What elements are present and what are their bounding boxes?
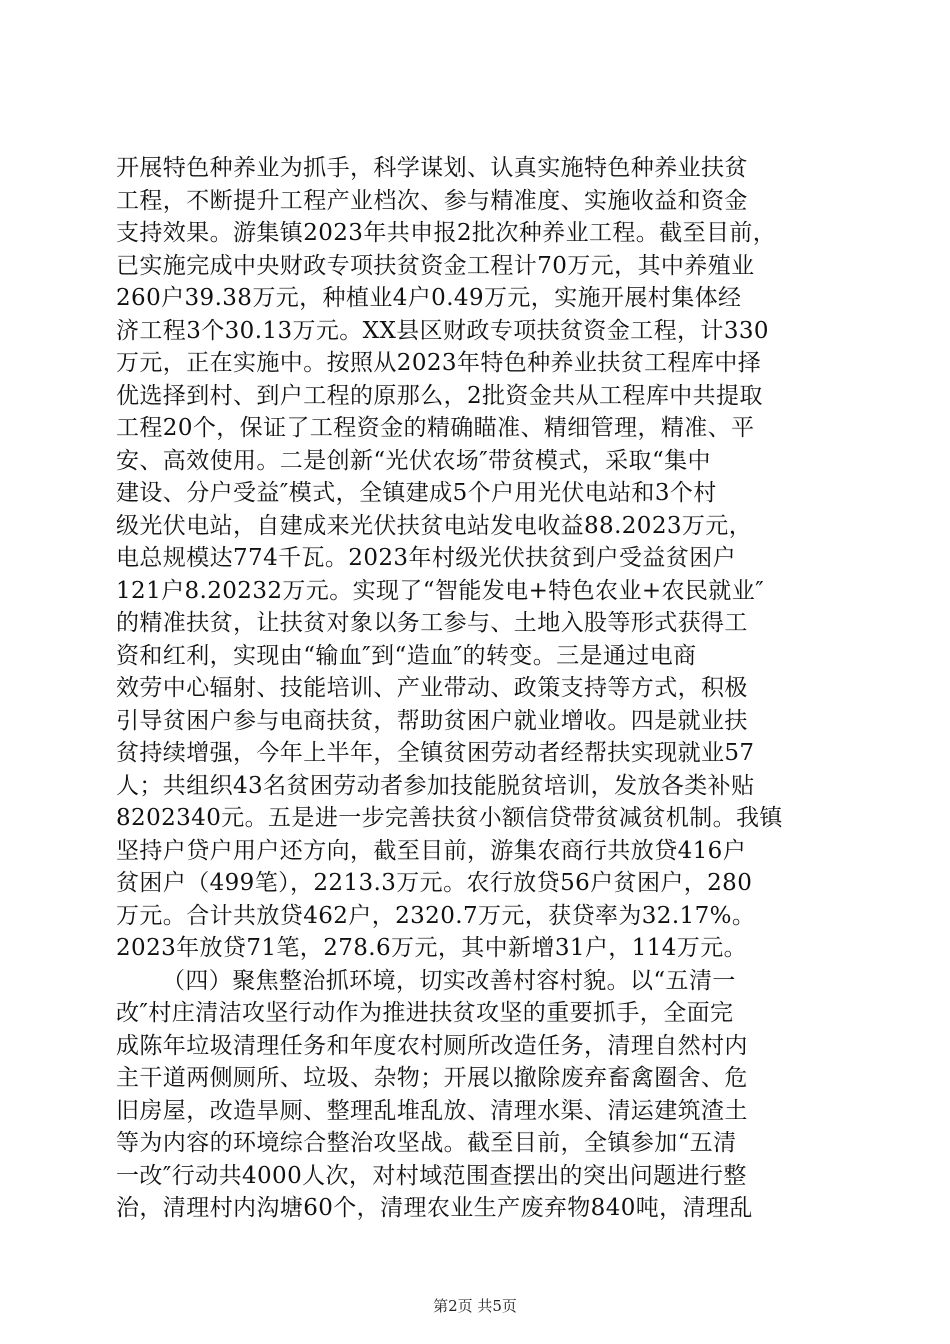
text-line: 主干道两侧厕所、垃圾、杂物；开展以撤除废弃畜禽圈舍、危	[116, 1065, 748, 1091]
text-line: 级光伏电站，自建成来光伏扶贫电站发电收益88.2023万元，	[116, 512, 753, 539]
text-line: 建设、分户受益″模式，全镇建成5个户用光伏电站和3个村	[116, 480, 717, 506]
text-line: 治，清理村内沟塘60个，清理农业生产废弃物840吨，清理乱	[116, 1195, 753, 1221]
text-line: 效劳中心辐射、技能培训、产业带动、政策支持等方式，积极	[116, 675, 748, 701]
text-line: 121户8.20232万元。实现了“智能发电+特色农业+农民就业″	[116, 577, 765, 604]
page-number-footer: 第2页 共5页	[433, 1297, 517, 1315]
text-line: 改″村庄清洁攻坚行动作为推进扶贫攻坚的重要抓手，全面完	[116, 1000, 734, 1026]
text-line: 安、高效使用。二是创新“光伏农场″带贫模式，采取“集中	[116, 447, 711, 474]
text-line: 贫持续增强，今年上半年，全镇贫困劳动者经帮扶实现就业57	[116, 740, 755, 766]
text-line: 等为内容的环境综合整治攻坚战。截至目前，全镇参加“五清	[116, 1130, 737, 1156]
text-line: 2023年放贷71笔，278.6万元，其中新增31户，114万元。	[116, 935, 748, 961]
text-line: 资和红利，实现由“输血″到“造血″的转变。三是通过电商	[116, 642, 697, 669]
text-line: 8202340元。五是进一步完善扶贫小额信贷带贫减贫机制。我镇	[116, 805, 783, 831]
body-text	[116, 152, 841, 1225]
text-line: 旧房屋，改造旱厕、整理乱堆乱放、清理水渠、清运建筑渣土	[116, 1097, 748, 1124]
text-line: 贫困户（499笔），2213.3万元。农行放贷56户贫困户，280	[116, 870, 753, 896]
text-line: 坚持户贷户用户还方向，截至目前，游集农商行共放贷416户	[116, 837, 747, 864]
text-line: 工程，不断提升工程产业档次、参与精准度、实施收益和资金	[116, 187, 748, 214]
text-line: 万元。合计共放贷462户，2320.7万元，获贷率为32.17%。	[116, 902, 756, 929]
text-line: 已实施完成中央财政专项扶贫资金工程计70万元，其中养殖业	[116, 252, 755, 279]
text-line: 济工程3个30.13万元。XX县区财政专项扶贫资金工程，计330	[116, 317, 769, 344]
text-line: 260户39.38万元，种植业4户0.49万元，实施开展村集体经	[116, 285, 742, 311]
text-line: 成陈年垃圾清理任务和年度农村厕所改造任务，清理自然村内	[116, 1032, 748, 1059]
text-line: 开展特色种养业为抓手，科学谋划、认真实施特色种养业扶贫	[116, 155, 748, 181]
text-line: 优选择到村、到户工程的原那么，2批资金共从工程库中共提取	[116, 382, 763, 409]
section-heading-line: （四）聚焦整治抓环境，切实改善村容村貌。以“五清一	[162, 967, 736, 994]
text-line: 万元，正在实施中。按照从2023年特色种养业扶贫工程库中择	[116, 350, 762, 376]
text-line: 工程20个，保证了工程资金的精确瞄准、精细管理，精准、平	[116, 415, 755, 441]
text-line: 的精准扶贫，让扶贫对象以务工参与、土地入股等形式获得工	[116, 610, 748, 636]
text-line: 引导贫困户参与电商扶贫，帮助贫困户就业增收。四是就业扶	[116, 707, 748, 734]
text-line: 支持效果。游集镇2023年共申报2批次种养业工程。截至目前，	[116, 220, 777, 246]
text-line: 电总规模达774千瓦。2023年村级光伏扶贫到户受益贫困户	[116, 545, 737, 571]
text-line: 一改″行动共4000人次，对村域范围查摆出的突出问题进行整	[116, 1162, 747, 1189]
text-line: 人；共组织43名贫困劳动者参加技能脱贫培训，发放各类补贴	[116, 772, 755, 799]
